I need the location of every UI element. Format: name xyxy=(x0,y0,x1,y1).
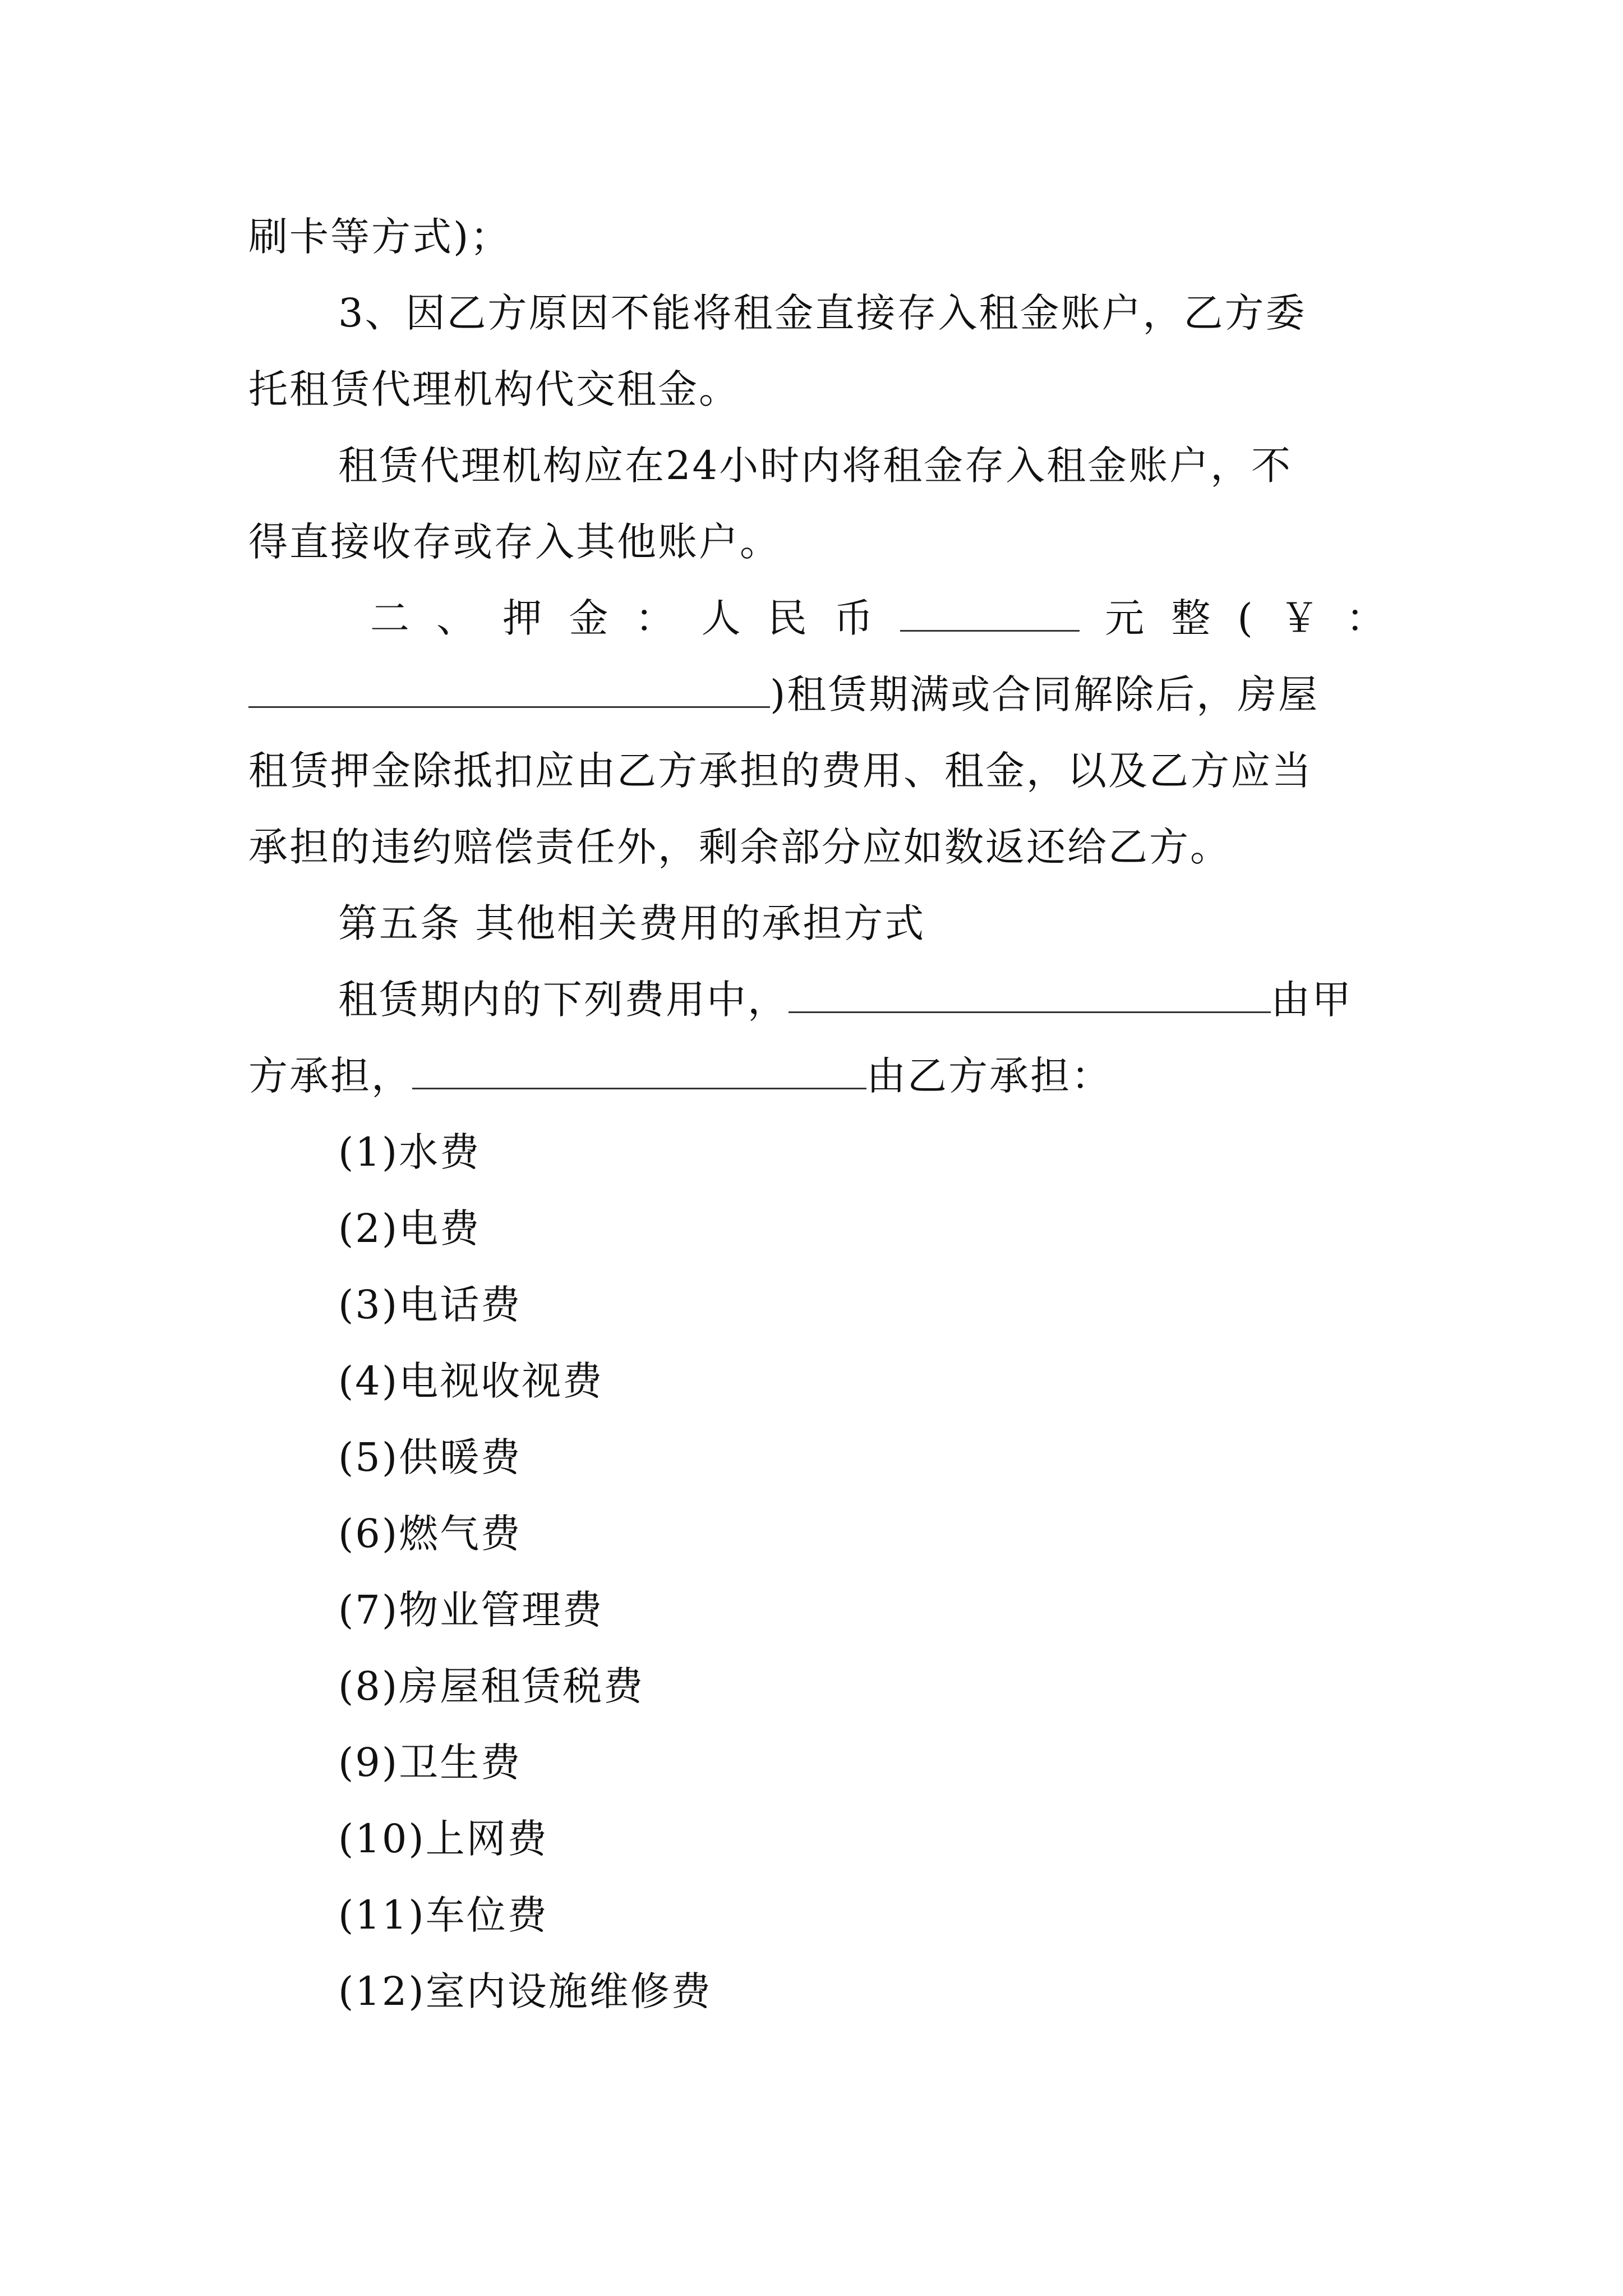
list-item: (12)室内设施维修费 xyxy=(338,1968,712,2014)
text-line-7 xyxy=(248,666,1387,723)
text-line-1: 刷卡等方式)； xyxy=(248,214,511,260)
text-line-11-tail: 由甲 xyxy=(1271,977,1353,1023)
list-item: (4)电视收视费 xyxy=(338,1358,604,1404)
deposit-char: 、 xyxy=(436,595,478,641)
text-line-12-tail: 由乙方承担： xyxy=(866,1053,1112,1099)
list-item: (5)供暖费 xyxy=(338,1434,522,1480)
article-five-heading: 第五条 其他相关费用的承担方式 xyxy=(338,900,926,946)
text-line-9: 承担的违约赔偿责任外，剩余部分应如数返还给乙方。 xyxy=(248,824,1231,870)
text-line-11 xyxy=(338,972,1387,1028)
text-line-11-text: 租赁期内的下列费用中， xyxy=(338,977,789,1023)
deposit-char: ： xyxy=(1345,595,1387,641)
deposit-char: 金 xyxy=(569,595,610,641)
deposit-char: ： xyxy=(635,595,676,641)
list-item: (10)上网费 xyxy=(338,1816,548,1862)
list-item: (7)物业管理费 xyxy=(338,1587,604,1633)
text-line-2: 3、因乙方原因不能将租金直接存入租金账户，乙方委 xyxy=(338,290,1307,336)
deposit-char: 民 xyxy=(767,595,809,641)
deposit-char: 二 xyxy=(370,595,411,641)
deposit-char: 押 xyxy=(502,595,544,641)
list-item: (3)电话费 xyxy=(338,1282,522,1328)
deposit-line xyxy=(370,590,1387,646)
list-item: (6)燃气费 xyxy=(338,1511,522,1557)
text-line-5: 得直接收存或存入其他账户。 xyxy=(248,519,781,565)
text-line-4: 租赁代理机构应在24小时内将租金存入租金账户，不 xyxy=(338,443,1293,489)
list-item: (11)车位费 xyxy=(338,1892,548,1938)
text-line-3: 托租赁代理机构代交租金。 xyxy=(248,366,740,412)
party-b-costs-blank[interactable] xyxy=(412,1053,866,1089)
deposit-char: 元 xyxy=(1105,595,1146,641)
list-item: (1)水费 xyxy=(338,1129,481,1175)
text-line-7-text: )租赁期满或合同解除后，房屋 xyxy=(770,671,1320,717)
deposit-char: 整 xyxy=(1171,595,1212,641)
list-item: (2)电费 xyxy=(338,1205,481,1251)
text-line-8: 租赁押金除抵扣应由乙方承担的费用、租金，以及乙方应当 xyxy=(248,748,1313,794)
text-line-12-text: 方承担， xyxy=(248,1053,412,1099)
list-item: (9)卫生费 xyxy=(338,1740,522,1786)
deposit-amount-blank[interactable] xyxy=(900,595,1080,632)
deposit-char: ( xyxy=(1237,595,1255,641)
deposit-char: ￥ xyxy=(1279,595,1321,641)
party-a-costs-blank[interactable] xyxy=(789,977,1271,1013)
deposit-figure-blank[interactable] xyxy=(248,671,770,708)
deposit-char: 人 xyxy=(701,595,743,641)
deposit-char: 币 xyxy=(833,595,875,641)
list-item: (8)房屋租赁税费 xyxy=(338,1663,645,1709)
text-line-12 xyxy=(248,1048,1387,1104)
